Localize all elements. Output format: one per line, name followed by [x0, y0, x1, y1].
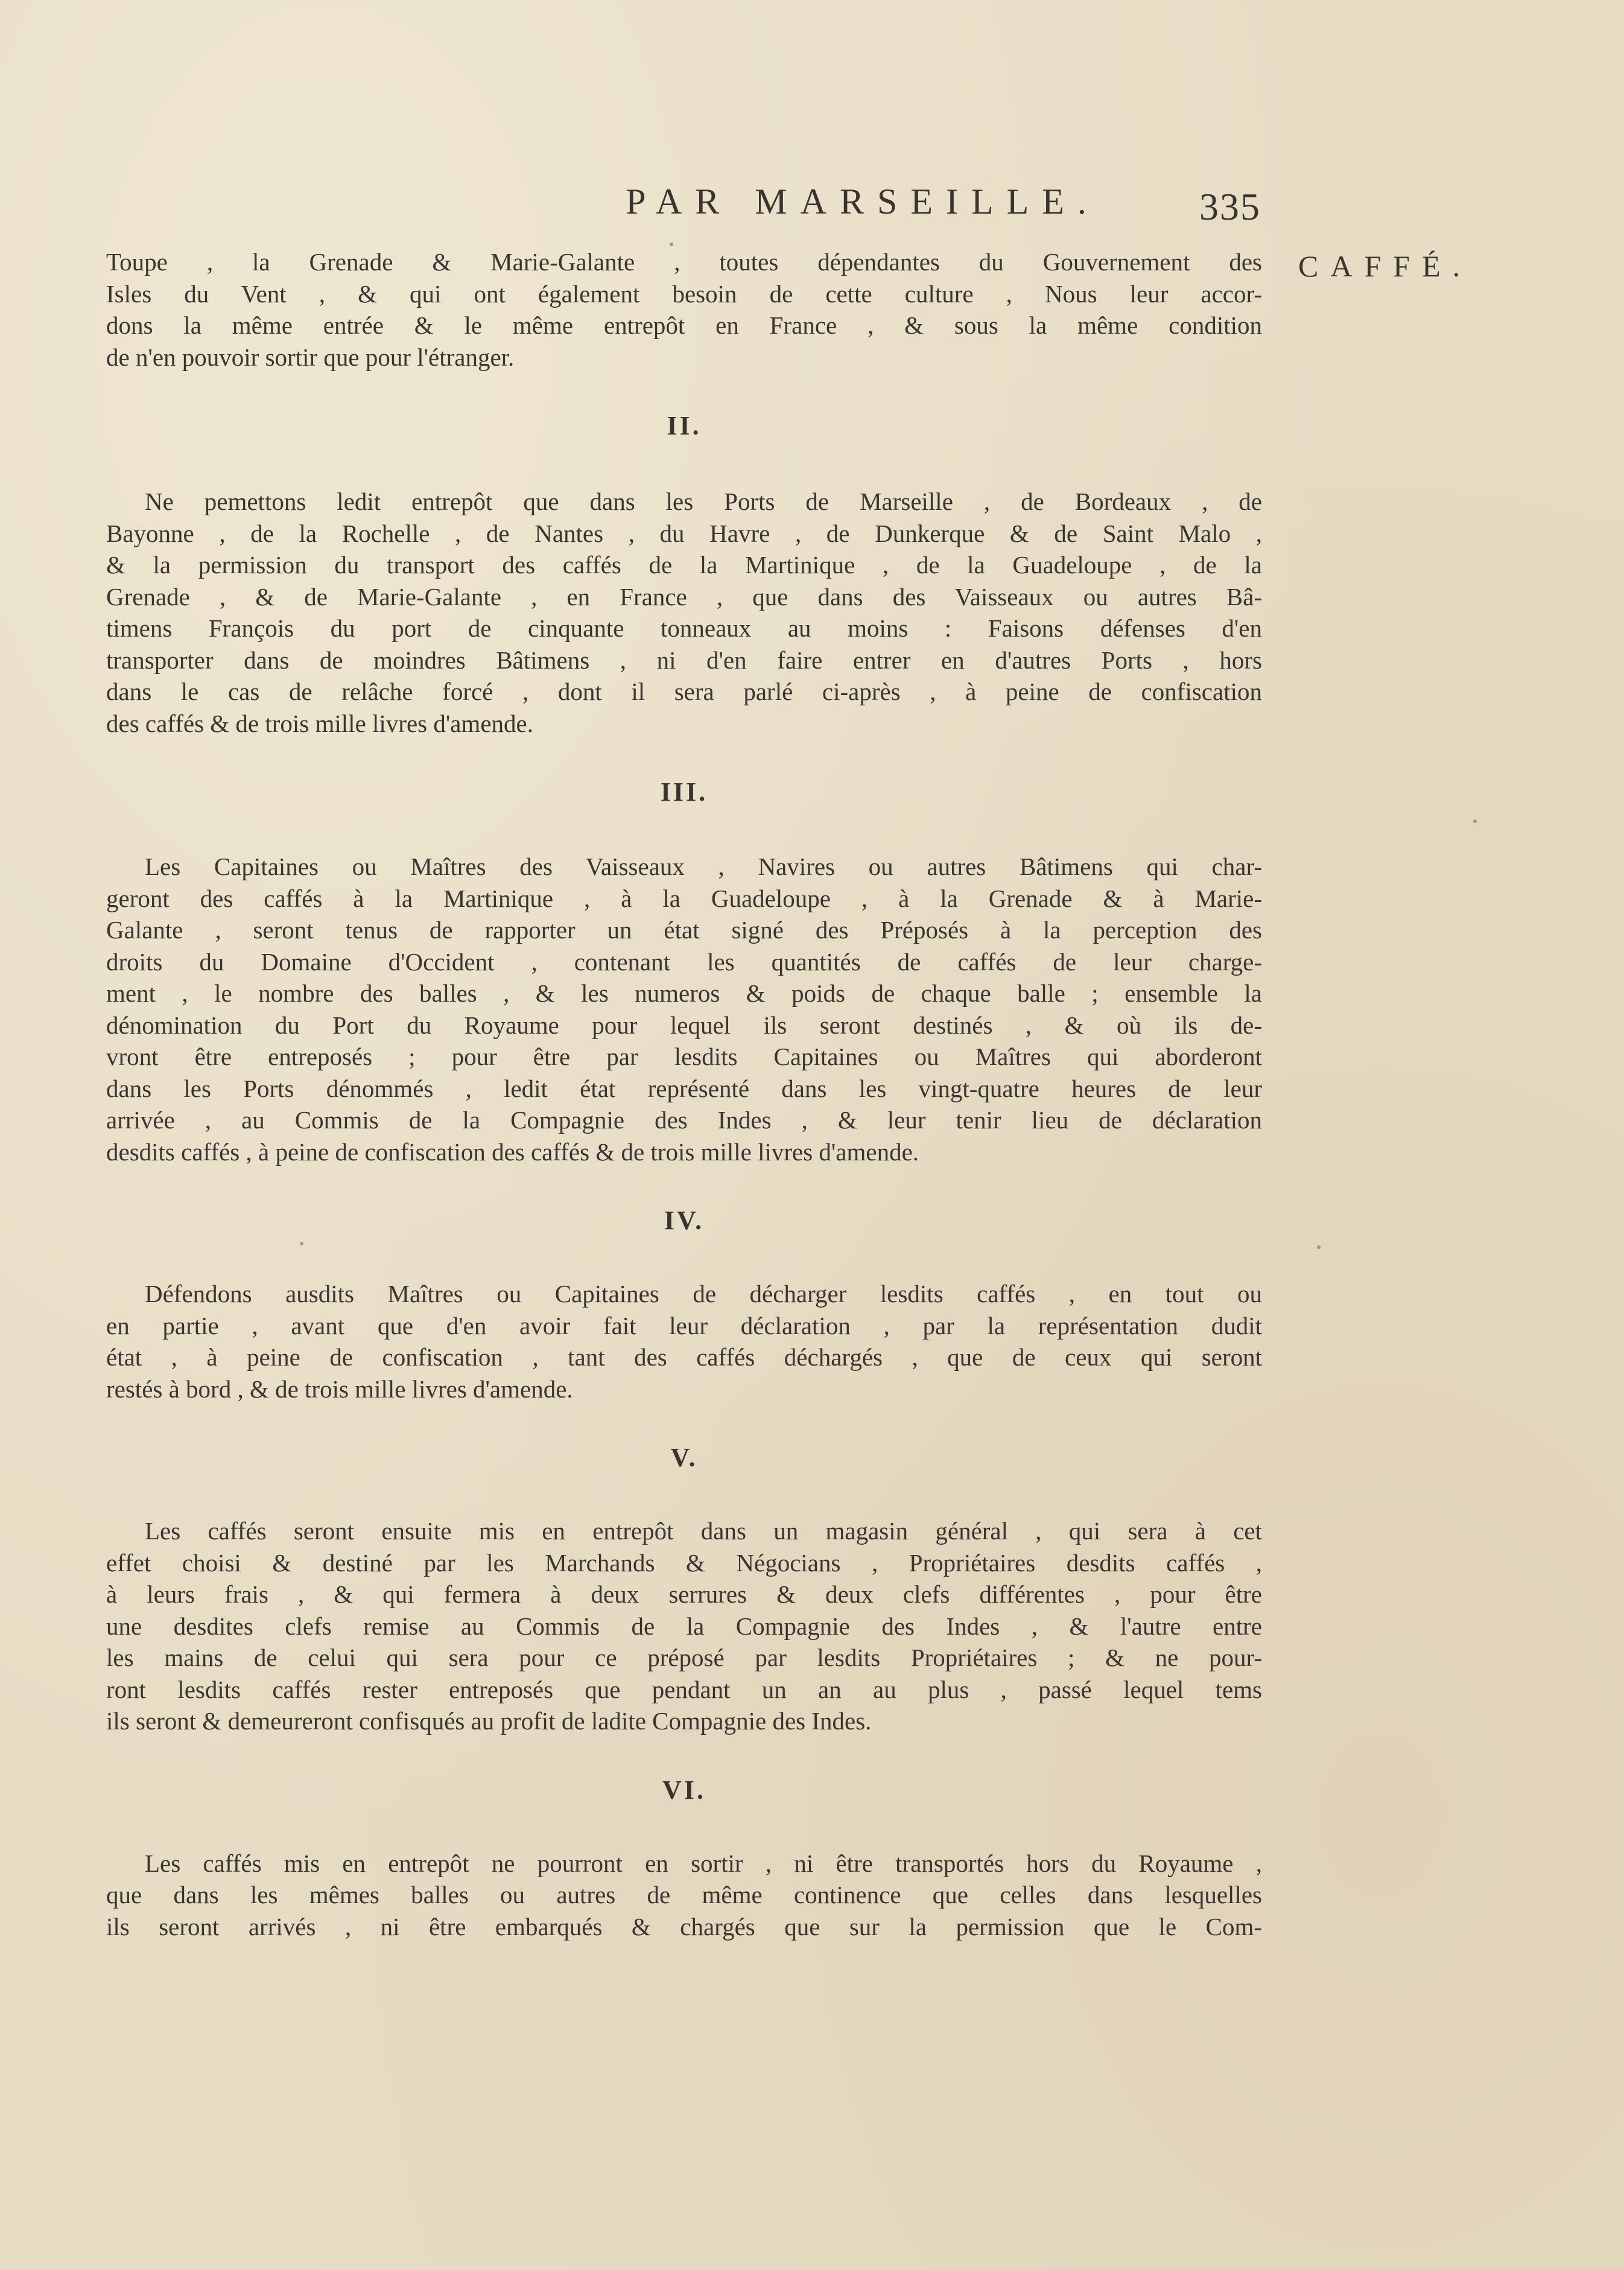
text-line: des caffés & de trois mille livres d'amende. [106, 709, 533, 737]
text-line: & la permission du transport des caffés de la Martinique , de la Guadeloupe , de la [106, 551, 1262, 579]
article-5 [106, 1442, 1262, 1737]
paper-speck [1317, 1245, 1321, 1249]
article-2 [106, 410, 1262, 739]
paragraph [106, 851, 1262, 1168]
article-heading: III. [660, 777, 708, 807]
text-line: geront des caffés à la Martinique , à la Guadeloupe , à la Grenade & à Marie- [106, 884, 1262, 912]
text-line: Toupe , la Grenade & Marie-Galante , toutes dépendantes du Gouvernement des [106, 248, 1262, 276]
article-4 [106, 1205, 1262, 1405]
paragraph [106, 1848, 1262, 1943]
article-heading: IV. [664, 1206, 705, 1235]
paragraph [106, 1515, 1262, 1737]
text-line: ront lesdits caffés rester entreposés que pendant un an au plus , passé lequel tems [106, 1675, 1262, 1703]
text-line: ment , le nombre des balles , & les numeros & poids de chaque balle ; ensemble la [106, 979, 1262, 1007]
running-head: PAR MARSEILLE. [626, 182, 1100, 221]
text-line: en partie , avant que d'en avoir fait leur déclaration , par la représentation dudit [106, 1311, 1262, 1340]
text-line: dans le cas de relâche forcé , dont il sera parlé ci-après , à peine de confiscation [106, 678, 1262, 705]
text-line: que dans les mêmes balles ou autres de même continence que celles dans lesquelles [106, 1881, 1262, 1909]
article-6 [106, 1775, 1262, 1943]
article-1 [106, 246, 1262, 373]
article-heading: VI. [662, 1775, 706, 1805]
text-line: desdits caffés , à peine de confiscation des caffés & de trois mille livres d'amende. [106, 1137, 919, 1166]
text-line: à leurs frais , & qui fermera à deux serrures & deux clefs différentes , pour être [106, 1580, 1262, 1608]
text-line: vront être entreposés ; pour être par lesdits Capitaines ou Maîtres qui aborderont [106, 1043, 1262, 1070]
text-line: ils seront & demeureront confisqués au profit de ladite Compagnie des Indes. [106, 1707, 872, 1735]
text-line: Bayonne , de la Rochelle , de Nantes , du Havre , de Dunkerque & de Saint Malo , [106, 519, 1262, 547]
text-line: restés à bord , & de trois mille livres d'amende. [106, 1375, 573, 1403]
paragraph [106, 246, 1262, 373]
article-heading: V. [670, 1443, 698, 1472]
article-3 [106, 777, 1262, 1168]
text-line: timens François du port de cinquante tonneaux au moins : Faisons défenses d'en [106, 614, 1262, 642]
text-line: effet choisi & destiné par les Marchands & Négocians , Propriétaires desdits caffés , [106, 1548, 1262, 1577]
text-line: Les Capitaines ou Maîtres des Vaisseaux , Navires ou autres Bâtimens qui char- [145, 853, 1262, 880]
page-number: 335 [1199, 185, 1261, 228]
text-line: arrivée , au Commis de la Compagnie des Indes , & leur tenir lieu de déclaration [106, 1106, 1262, 1134]
text-line: les mains de celui qui sera pour ce préposé par lesdits Propriétaires ; & ne pour- [106, 1644, 1262, 1671]
text-line: Isles du Vent , & qui ont également besoin de cette culture , Nous leur accor- [106, 279, 1262, 308]
text-line: Grenade , & de Marie-Galante , en France , que dans des Vaisseaux ou autres Bâ- [106, 582, 1262, 611]
paragraph [106, 1278, 1262, 1405]
body-text [106, 246, 1262, 1942]
text-line: Galante , seront tenus de rapporter un état signé des Préposés à la perception des [106, 916, 1262, 944]
text-line: Défendons ausdits Maîtres ou Capitaines de décharger lesdits caffés , en tout ou [145, 1280, 1262, 1308]
margin-note: CAFFÉ. [1298, 249, 1473, 283]
text-line: une desdites clefs remise au Commis de la Compagnie des Indes , & l'autre entre [106, 1612, 1262, 1640]
paper-speck [1473, 819, 1477, 823]
text-line: droits du Domaine d'Occident , contenant les quantités de caffés de leur charge- [106, 947, 1262, 976]
text-line: transporter dans de moindres Bâtimens , ni d'en faire entrer en d'autres Ports , hors [106, 646, 1262, 674]
text-line: ils seront arrivés , ni être embarqués & chargés que sur la permission que le Com- [106, 1912, 1262, 1941]
text-line: état , à peine de confiscation , tant des caffés déchargés , que de ceux qui seront [106, 1343, 1262, 1371]
text-line: dons la même entrée & le même entrepôt en France , & sous la même condition [106, 311, 1262, 339]
article-heading: II. [667, 411, 702, 440]
paragraph [106, 486, 1262, 739]
text-line: de n'en pouvoir sortir que pour l'étranger. [106, 343, 515, 371]
text-line: Ne pemettons ledit entrepôt que dans les Ports de Marseille , de Bordeaux , de [145, 488, 1262, 515]
text-line: Les caffés mis en entrepôt ne pourront en sortir , ni être transportés hors du Royaume , [145, 1849, 1262, 1877]
text-line: dans les Ports dénommés , ledit état représenté dans les vingt-quatre heures de leur [106, 1074, 1262, 1102]
text-line: Les caffés seront ensuite mis en entrepôt dans un magasin général , qui sera à cet [145, 1517, 1262, 1545]
text-line: dénomination du Port du Royaume pour lequel ils seront destinés , & où ils de- [106, 1011, 1262, 1039]
